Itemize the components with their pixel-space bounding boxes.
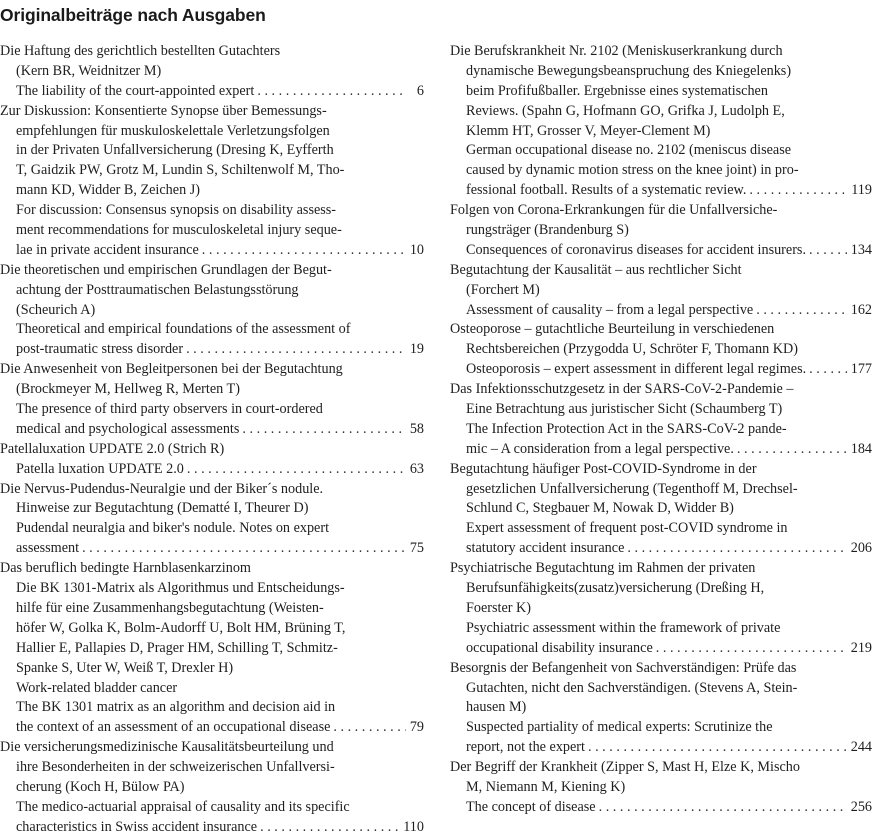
toc-entry-line: beim Profifußballer. Ergebnisse eines systematischen: [466, 82, 768, 99]
toc-entry[interactable]: [0, 480, 424, 560]
page-number: 58: [409, 420, 424, 437]
page-number: 6: [416, 82, 424, 99]
dot-leader: [756, 301, 847, 321]
toc-entry[interactable]: [0, 261, 424, 360]
toc-entry-line: Reviews. (Spahn G, Hofmann GO, Grifka J, Ludolph E,: [466, 102, 785, 119]
page-number: 244: [850, 739, 872, 756]
toc-entry-page-line: [0, 82, 424, 102]
page-number: 162: [850, 301, 872, 318]
dot-leader: [588, 738, 847, 758]
toc-entry-line: achtung der Posttraumatischen Belastungsstörung: [16, 281, 299, 298]
toc-entry-english-title: Osteoporosis – expert assessment in different legal regimes.: [466, 361, 807, 378]
toc-entry-title-line: Das Infektionsschutzgesetz in der SARS-CoV-2-Pandemie –: [450, 381, 794, 398]
toc-entry-english-title: Assessment of causality – from a legal perspective: [466, 301, 754, 318]
dot-leader: [257, 82, 406, 102]
toc-entry-line: The BK 1301 matrix as an algorithm and decision aid in: [16, 699, 336, 716]
toc-entry-title-line: Der Begriff der Krankheit (Zipper S, Mast H, Elze K, Mischo: [450, 759, 800, 776]
toc-entry-english-title: The liability of the court-appointed expert: [16, 82, 255, 99]
toc-entry[interactable]: [450, 380, 872, 460]
toc-entry-title-line: Zur Diskussion: Konsentierte Synopse über Bemessungs-: [0, 102, 327, 119]
toc-entry-line: Expert assessment of frequent post-COVID syndrome in: [466, 520, 788, 537]
toc-entry[interactable]: [450, 42, 872, 201]
toc-entry-line: Berufsunfähigkeits(zusatz)versicherung (Dreßing H,: [466, 580, 765, 597]
toc-entry-page-line: [450, 738, 872, 758]
toc-entry-line: Hallier E, Pallapies D, Prager HM, Schilling T, Schmitz-: [16, 639, 338, 656]
dot-leader: [809, 360, 847, 380]
toc-entry-english-title: Patella luxation UPDATE 2.0: [16, 460, 184, 477]
toc-entry-english-title: medical and psychological assessments: [16, 420, 240, 437]
page-number: 177: [850, 361, 872, 378]
toc-entry-title-line: Besorgnis der Befangenheit von Sachverständigen: Prüfe das: [450, 659, 797, 676]
dot-leader: [656, 639, 847, 659]
dot-leader: [186, 340, 406, 360]
toc-entry-line: ment recommendations for musculoskeletal injury seque-: [16, 222, 342, 239]
page-number: 256: [850, 798, 872, 815]
dot-leader: [260, 818, 399, 838]
toc-entry-line: Gutachten, nicht den Sachverständigen. (Stevens A, Stein-: [466, 679, 798, 696]
toc-entry-line: cherung (Koch H, Bülow PA): [16, 778, 185, 795]
page-number: 19: [409, 341, 424, 358]
dot-leader: [187, 460, 406, 480]
page-number: 206: [850, 540, 872, 557]
toc-column-left: [0, 42, 424, 838]
toc-entry-english-title: characteristics in Swiss accident insurance: [16, 818, 258, 835]
toc-entry[interactable]: [0, 42, 424, 102]
toc-entry-page-line: [0, 818, 424, 838]
page-number: 134: [850, 241, 872, 258]
toc-entry-title-line: Die Haftung des gerichtlich bestellten Gutachters: [0, 43, 281, 59]
toc-entry-line: dynamische Bewegungsbeanspruchung des Kniegelenks): [466, 62, 792, 79]
toc-entry-english-title: lae in private accident insurance: [16, 241, 199, 258]
toc-entry[interactable]: [450, 460, 872, 559]
toc-entry-page-line: [450, 360, 872, 380]
toc-entry-english-title: The concept of disease: [466, 798, 596, 815]
toc-entry-title-line: Das beruflich bedingte Harnblasenkarzinom: [0, 560, 251, 577]
toc-entry-line: Pudendal neuralgia and biker's nodule. Notes on expert: [16, 520, 330, 537]
toc-entry-line: Rechtsbereichen (Przygodda U, Schröter F, Thomann KD): [466, 341, 798, 358]
toc-entry-line: (Kern BR, Weidnitzer M): [16, 62, 162, 79]
toc-entry-page-line: [0, 241, 424, 261]
toc-entry-page-line: [0, 420, 424, 440]
toc-entry-line: Die BK 1301-Matrix als Algorithmus und Entscheidungs-: [16, 580, 345, 597]
toc-column-right: [450, 42, 872, 818]
toc-entry-line: gesetzlichen Unfallversicherung (Tegenthoff M, Drechsel-: [466, 480, 798, 497]
toc-entry-line: (Scheurich A): [16, 301, 96, 318]
toc-entry-line: Theoretical and empirical foundations of the assessment of: [16, 321, 351, 338]
dot-leader: [737, 440, 847, 460]
toc-entry-line: Work-related bladder cancer: [16, 679, 178, 696]
toc-entry-page-line: [450, 301, 872, 321]
page-number: 75: [409, 540, 424, 557]
toc-entry[interactable]: [0, 559, 424, 738]
toc-entry-english-title: fessional football. Results of a systematic review.: [466, 182, 747, 199]
toc-entry-line: Psychiatric assessment within the framework of private: [466, 619, 781, 636]
toc-entry-page-line: [0, 340, 424, 360]
page-number: 10: [409, 241, 424, 258]
toc-entry-line: The presence of third party observers in court-ordered: [16, 401, 323, 418]
toc-entry-title-line: Die Anwesenheit von Begleitpersonen bei der Begutachtung: [0, 361, 343, 378]
toc-entry-line: empfehlungen für muskuloskelettale Verletzungsfolgen: [16, 122, 330, 139]
dot-leader: [333, 718, 405, 738]
toc-entry-line: For discussion: Consensus synopsis on disability assess-: [16, 202, 337, 219]
toc-entry-line: Klemm HT, Grosser V, Meyer-Clement M): [466, 122, 711, 139]
toc-entry-title-line: Die Berufskrankheit Nr. 2102 (Meniskuserkrankung durch: [450, 43, 783, 59]
toc-entry[interactable]: [0, 440, 424, 480]
toc-entry-title-line: Begutachtung der Kausalität – aus rechtlicher Sicht: [450, 261, 742, 278]
toc-entry-page-line: [450, 798, 872, 818]
page-number: 184: [850, 440, 872, 457]
toc-entry-line: The medico-actuarial appraisal of causality and its specific: [16, 798, 350, 815]
toc-entry-line: hilfe für eine Zusammenhangsbegutachtung (Weisten-: [16, 599, 324, 616]
toc-entry-page-line: [0, 539, 424, 559]
toc-entry-english-title: the context of an assessment of an occupational disease: [16, 719, 331, 736]
toc-entry-line: German occupational disease no. 2102 (meniscus disease: [466, 142, 792, 159]
toc-entry[interactable]: [450, 659, 872, 758]
toc-entry-english-title: occupational disability insurance: [466, 639, 653, 656]
toc-entry-english-title: report, not the expert: [466, 739, 585, 756]
toc-entry-english-title: post-traumatic stress disorder: [16, 341, 184, 358]
page-number: 63: [409, 460, 424, 477]
toc-entry-english-title: mic – A consideration from a legal perspective.: [466, 440, 734, 457]
toc-entry-line: T, Gaidzik PW, Grotz M, Lundin S, Schiltenwolf M, Tho-: [16, 162, 345, 179]
toc-entry-english-title: Consequences of coronavirus diseases for accident insurers.: [466, 241, 806, 258]
toc-entry-title-line: Die theoretischen und empirischen Grundlagen der Begut-: [0, 261, 332, 278]
toc-entry-line: M, Niemann M, Kiening K): [466, 778, 626, 795]
toc-entry-page-line: [0, 718, 424, 738]
toc-entry-page-line: [450, 440, 872, 460]
dot-leader: [242, 420, 405, 440]
toc-entry-page-line: [450, 241, 872, 261]
toc-entry[interactable]: [450, 320, 872, 380]
toc-entry-line: caused by dynamic motion stress on the knee joint) in pro-: [466, 162, 799, 179]
toc-entry[interactable]: [0, 360, 424, 440]
page-number: 110: [403, 818, 424, 835]
toc-entry-title-line: Folgen von Corona-Erkrankungen für die Unfallversiche-: [450, 202, 778, 219]
dot-leader: [599, 798, 847, 818]
toc-entry[interactable]: [0, 738, 424, 837]
page-number: 119: [851, 182, 872, 199]
toc-entry-line: The Infection Protection Act in the SARS-CoV-2 pande-: [466, 420, 787, 437]
toc-entry[interactable]: [450, 201, 872, 261]
toc-entry-title-line: Psychiatrische Begutachtung im Rahmen der privaten: [450, 560, 756, 577]
toc-entry-page-line: [450, 539, 872, 559]
toc-entry[interactable]: [450, 559, 872, 658]
page-heading: Originalbeiträge nach Ausgaben: [0, 5, 266, 25]
toc-entry-line: Spanke S, Uter W, Weiß T, Drexler H): [16, 659, 234, 676]
toc-entry-line: rungsträger (Brandenburg S): [466, 222, 629, 239]
page-number: 219: [850, 639, 872, 656]
toc-entry-title-line: Die Nervus-Pudendus-Neuralgie und der Biker´s nodule.: [0, 480, 324, 497]
toc-entry-line: hausen M): [466, 699, 527, 716]
toc-entry-page-line: [450, 181, 872, 201]
page-number: 79: [409, 719, 424, 736]
dot-leader: [809, 241, 847, 261]
toc-entry-page-line: [0, 460, 424, 480]
toc-entry-english-title: statutory accident insurance: [466, 540, 625, 557]
toc-entry-line: Eine Betrachtung aus juristischer Sicht (Schaumberg T): [466, 401, 783, 418]
dot-leader: [749, 181, 847, 201]
dot-leader: [202, 241, 406, 261]
toc-entry-line: in der Privaten Unfallversicherung (Dresing K, Eyfferth: [16, 142, 334, 159]
toc-entry[interactable]: [450, 261, 872, 321]
toc-entry-english-title: assessment: [16, 540, 80, 557]
toc-entry-line: Suspected partiality of medical experts: Scrutinize the: [466, 719, 773, 736]
toc-entry-line: (Forchert M): [466, 281, 540, 298]
toc-entry-title-line: Die versicherungsmedizinische Kausalitätsbeurteilung und: [0, 739, 334, 756]
toc-entry-line: Foerster K): [466, 599, 532, 616]
toc-entry-line: ihre Besonderheiten in der schweizerischen Unfallversi-: [16, 759, 335, 776]
toc-entry-line: höfer W, Golka K, Bolm-Audorff U, Bolt HM, Brüning T,: [16, 619, 346, 636]
toc-entry-title-line: Patellaluxation UPDATE 2.0 (Strich R): [0, 440, 225, 457]
dot-leader: [627, 539, 846, 559]
toc-entry[interactable]: [0, 102, 424, 261]
toc-entry-title-line: Begutachtung häufiger Post-COVID-Syndrome in der: [450, 460, 757, 477]
toc-entry[interactable]: [450, 758, 872, 818]
toc-entry-line: Hinweise zur Begutachtung (Dematté I, Theurer D): [16, 500, 309, 517]
toc-entry-line: Schlund C, Stegbauer M, Nowak D, Widder B): [466, 500, 734, 517]
toc-entry-line: mann KD, Widder B, Zeichen J): [16, 182, 200, 199]
toc-entry-title-line: Osteoporose – gutachtliche Beurteilung in verschiedenen: [450, 321, 775, 338]
toc-entry-page-line: [450, 639, 872, 659]
toc-entry-line: (Brockmeyer M, Hellweg R, Merten T): [16, 381, 240, 398]
dot-leader: [82, 539, 406, 559]
